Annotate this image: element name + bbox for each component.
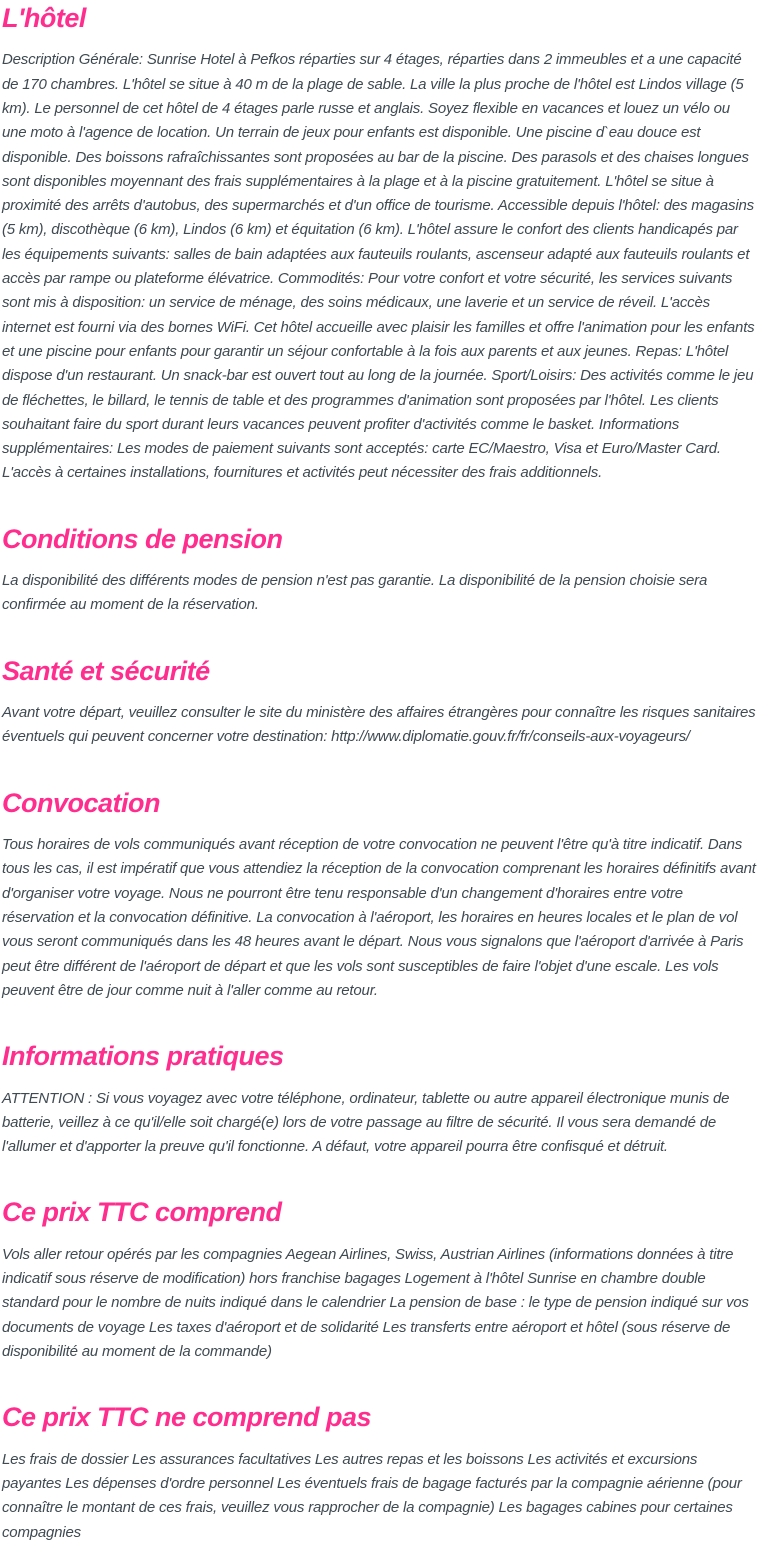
section-convocation xyxy=(2,787,756,1003)
section-convocation-heading: Convocation xyxy=(2,787,161,818)
section-prix-ttc-comprend xyxy=(2,1196,756,1364)
section-prix-ttc-comprend-body: Vols aller retour opérés par les compagnies Aegean Airlines, Swiss, Austrian Airlines (informations données à titre indicatif sous réserve de modification) hors franchise bagages Logement à l'hôtel Sunrise en chambre double standard pour le nombre de nuits indiqué dans le calendrier La pension de base : le type de pension indiqué sur vos documents de voyage Les taxes d'aéroport et de solidarité Les transferts entre aéroport et hôtel (sous réserve de disponibilité au moment de la commande) xyxy=(2,1245,749,1361)
section-sante-et-securite-heading: Santé et sécurité xyxy=(2,655,210,686)
section-informations-pratiques-body: ATTENTION : Si vous voyagez avec votre téléphone, ordinateur, tablette ou autre appareil électronique munis de batterie, veillez à ce qu'il/elle soit chargé(e) lors de votre passage au filtre de sécurité. Il vous sera demandé de l'allumer et d'apporter la preuve qu'il fonctionne. A défaut, votre appareil pourra être confisqué et détruit. xyxy=(2,1089,730,1156)
section-prix-ttc-ne-comprend-pas xyxy=(2,1401,756,1545)
section-informations-pratiques-heading: Informations pratiques xyxy=(2,1041,284,1072)
section-conditions-de-pension-heading: Conditions de pension xyxy=(2,523,283,554)
section-convocation-body: Tous horaires de vols communiqués avant réception de votre convocation ne peuvent l'être qu'à titre indicatif. Dans tous les cas, il est impératif que vous attendiez la réception de la convocation comprenant les horaires définitifs avant d'organiser votre voyage. Nous ne pourront être tenu responsable d'un changement d'horaires entre votre réservation et la convocation définitive. La convocation à l'aéroport, les horaires en heures locales et le plan de vol vous seront communiqués dans les 48 heures avant le départ. Nous vous signalons que l'aéroport d'arrivée à Paris peut être différent de l'aéroport de départ et que les vols sont susceptibles de faire l'objet d'une escale. Les vols peuvent être de jour comme nuit à l'aller comme au retour. xyxy=(2,836,756,999)
section-informations-pratiques xyxy=(2,1040,756,1159)
section-hotel-body: Description Générale: Sunrise Hotel à Pefkos réparties sur 4 étages, réparties dans 2 immeubles et a une capacité de 170 chambres. L'hôtel se situe à 40 m de la plage de sable. La ville la plus proche de l'hôtel est Lindos village (5 km). Le personnel de cet hôtel de 4 étages parle russe et anglais. Soyez flexible en vacances et louez un vélo ou une moto à l'agence de location. Un terrain de jeux pour enfants est disponible. Une piscine d`eau douce est disponible. Des boissons rafraîchissantes sont proposées au bar de la piscine. Des parasols et des chaises longues sont disponibles moyennant des frais supplémentaires à la plage et à la piscine gratuitement. L'hôtel se situe à proximité des arrêts d'autobus, des supermarchés et d'un office de tourisme. Accessible depuis l'hôtel: des magasins (5 km), discothèque (6 km), Lindos (6 km) et équitation (6 km). L'hôtel assure le confort des clients handicapés par les équipements suivants: salles de bain adaptées aux fauteuils roulants, ascenseur adapté aux fauteuils roulants et accès par rampe ou plateforme élévatrice. Commodités: Pour votre confort et votre sécurité, les services suivants sont mis à disposition: un service de ménage, des soins médicaux, une laverie et un service de réveil. L'accès internet est fourni via des bornes WiFi. Cet hôtel accueille avec plaisir les familles et offre l'animation pour les enfants et une piscine pour enfants pour garantir un séjour confortable à la fois aux parents et aux jeunes. Repas: L'hôtel dispose d'un restaurant. Un snack-bar est ouvert tout au long de la journée. Sport/Loisirs: Des activités comme le jeu de fléchettes, le billard, le tennis de table et des programmes d'animation sont proposées par l'hôtel. Les clients souhaitant faire du sport durant leurs vacances peuvent profiter d'activités comme le basket. Informations supplémentaires: Les modes de paiement suivants sont acceptés: carte EC/Maestro, Visa et Euro/Master Card. L'accès à certaines installations, fournitures et activités peut nécessiter des frais additionnels. xyxy=(2,51,755,482)
section-sante-et-securite xyxy=(2,655,756,750)
section-hotel xyxy=(2,2,756,486)
section-conditions-de-pension xyxy=(2,523,756,618)
section-conditions-de-pension-body: La disponibilité des différents modes de pension n'est pas garantie. La disponibilité de la pension choisie sera confirmée au moment de la réservation. xyxy=(2,572,708,614)
section-prix-ttc-ne-comprend-pas-body: Les frais de dossier Les assurances facultatives Les autres repas et les boissons Les activités et excursions payantes Les dépenses d'ordre personnel Les éventuels frais de bagage facturés par la compagnie aérienne (pour connaître le montant de ces frais, veuillez vous rapprocher de la compagnie) Les bagages cabines pour certaines compagnies xyxy=(2,1450,742,1541)
section-sante-et-securite-body: Avant votre départ, veuillez consulter le site du ministère des affaires étrangères pour connaître les risques sanitaires éventuels qui peuvent concerner votre destination: http://www.diplomatie.gouv.fr/fr/conseils-aux-voyageurs/ xyxy=(2,704,756,746)
section-prix-ttc-ne-comprend-pas-heading: Ce prix TTC ne comprend pas xyxy=(2,1402,372,1433)
section-prix-ttc-comprend-heading: Ce prix TTC comprend xyxy=(2,1197,282,1228)
section-hotel-heading: L'hôtel xyxy=(2,3,86,33)
